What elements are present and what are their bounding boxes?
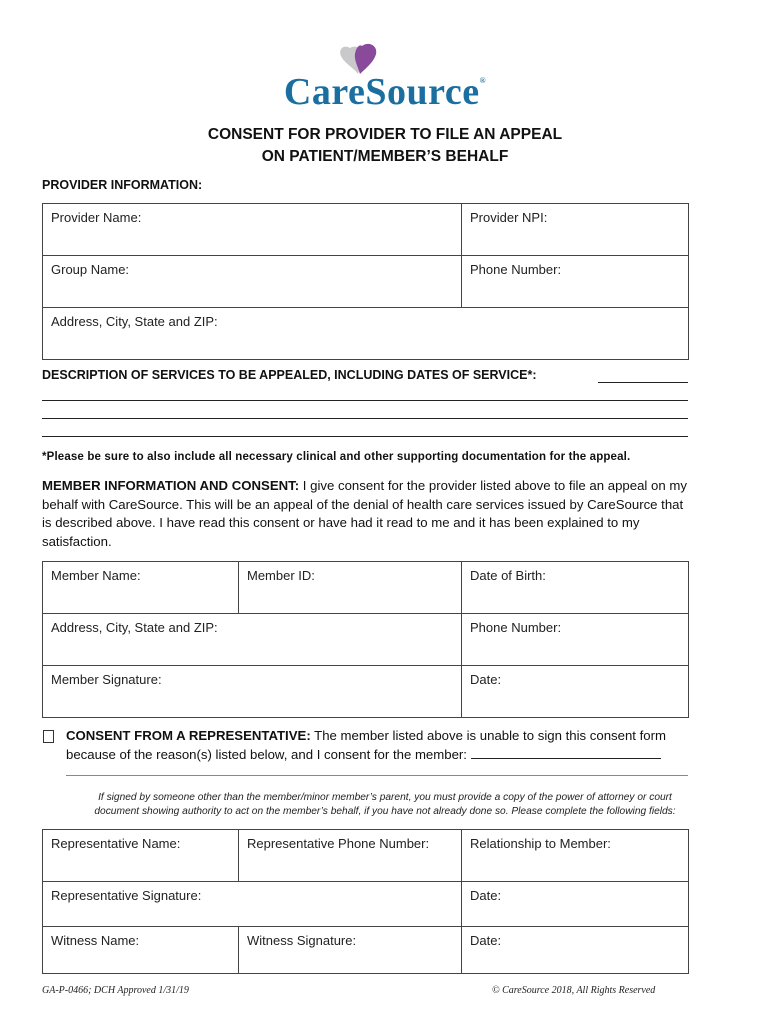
description-line-3[interactable] <box>42 436 688 437</box>
member-consent-text: I give consent for the provider listed above to file an appeal on my behalf with CareSource. This will be an appeal of the denial of health care services issued by CareSource that is described above. I have read this consent or have had it read to me and it has been explained to my satisfaction. <box>42 478 687 549</box>
representative-signature-field[interactable]: Representative Signature: <box>43 882 462 927</box>
representative-reason-blank[interactable] <box>471 746 661 759</box>
power-of-attorney-note: If signed by someone other than the member/minor member’s parent, you must provide a copy of the power of attorney or court document showing authority to act on the member’s behalf, if you have not already done so. Please complete the following fields: <box>94 792 676 817</box>
relationship-field[interactable]: Relationship to Member: <box>462 830 689 882</box>
member-address-field[interactable]: Address, City, State and ZIP: <box>43 614 462 666</box>
documentation-note: *Please be sure to also include all necessary clinical and other supporting documentation for the appeal. <box>42 451 631 463</box>
provider-npi-field[interactable]: Provider NPI: <box>462 204 689 256</box>
witness-name-field[interactable]: Witness Name: <box>43 927 239 974</box>
group-name-field[interactable]: Group Name: <box>43 256 462 308</box>
representative-info-table <box>42 829 689 974</box>
representative-date-field[interactable]: Date: <box>462 882 689 927</box>
form-id-footer: GA-P-0466; DCH Approved 1/31/19 <box>42 985 189 996</box>
form-title <box>0 124 770 168</box>
member-id-field[interactable]: Member ID: <box>239 562 462 614</box>
member-consent-paragraph <box>42 477 692 551</box>
representative-name-field[interactable]: Representative Name: <box>43 830 239 882</box>
title-line-2: ON PATIENT/MEMBER’S BEHALF <box>261 148 509 165</box>
representative-reason-line[interactable] <box>66 775 688 776</box>
representative-consent-checkbox[interactable] <box>43 730 54 743</box>
date-of-birth-field[interactable]: Date of Birth: <box>462 562 689 614</box>
representative-phone-field[interactable]: Representative Phone Number: <box>239 830 462 882</box>
member-info-table <box>42 561 689 718</box>
representative-consent-heading: CONSENT FROM A REPRESENTATIVE: <box>66 728 311 743</box>
member-consent-heading: MEMBER INFORMATION AND CONSENT: <box>42 478 300 493</box>
member-name-field[interactable]: Member Name: <box>43 562 239 614</box>
description-blank-line[interactable] <box>598 382 688 383</box>
description-line-1[interactable] <box>42 400 688 401</box>
member-phone-field[interactable]: Phone Number: <box>462 614 689 666</box>
logo-wordmark: CareSource® <box>283 71 487 113</box>
copyright-footer: © CareSource 2018, All Rights Reserved <box>492 985 656 996</box>
provider-name-field[interactable]: Provider Name: <box>43 204 462 256</box>
provider-info-table <box>42 203 689 360</box>
caresource-logo <box>0 42 770 112</box>
provider-section-label: PROVIDER INFORMATION: <box>42 178 203 192</box>
provider-address-field[interactable]: Address, City, State and ZIP: <box>43 308 689 360</box>
member-date-field[interactable]: Date: <box>462 666 689 718</box>
description-line-2[interactable] <box>42 418 688 419</box>
member-signature-field[interactable]: Member Signature: <box>43 666 462 718</box>
description-label: DESCRIPTION OF SERVICES TO BE APPEALED, INCLUDING DATES OF SERVICE*: <box>42 368 537 382</box>
representative-consent-paragraph <box>66 727 706 764</box>
title-line-1: CONSENT FOR PROVIDER TO FILE AN APPEAL <box>207 126 563 143</box>
witness-date-field[interactable]: Date: <box>462 927 689 974</box>
witness-signature-field[interactable]: Witness Signature: <box>239 927 462 974</box>
representative-consent-text: The member listed above is unable to sign this consent form because of the reason(s) listed below, and I consent for the member: <box>66 728 666 762</box>
provider-phone-field[interactable]: Phone Number: <box>462 256 689 308</box>
